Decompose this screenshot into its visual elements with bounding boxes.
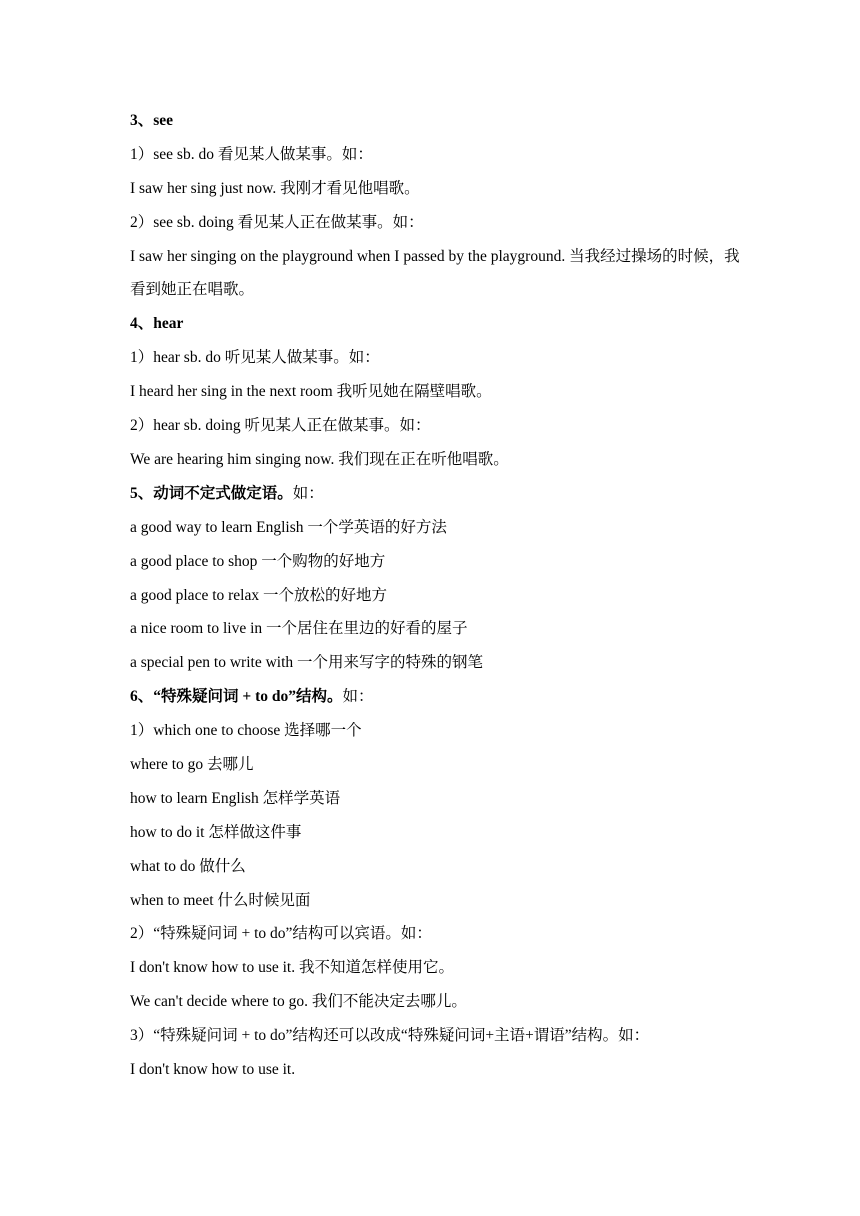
heading-text: 6、“特殊疑问词 + to do”结构。 — [130, 688, 343, 706]
paragraph — [130, 545, 740, 579]
paragraph — [130, 375, 740, 409]
paragraph — [130, 206, 740, 240]
document-body — [130, 104, 740, 1087]
paragraph — [130, 951, 740, 985]
paragraph — [130, 714, 740, 748]
paragraph-text: a good place to relax 一个放松的好地方 — [130, 586, 387, 604]
paragraph — [130, 579, 740, 613]
heading-infinitive-attributive — [130, 477, 740, 511]
paragraph-text: what to do 做什么 — [130, 857, 246, 875]
heading-hear — [130, 307, 740, 341]
paragraph — [130, 1019, 740, 1053]
paragraph-text: I don't know how to use it. 我不知道怎样使用它。 — [130, 959, 454, 977]
heading-text: 3、see — [130, 112, 174, 129]
heading-text: 5、动词不定式做定语。 — [130, 484, 293, 502]
paragraph-text: 1）see sb. do 看见某人做某事。如： — [130, 145, 373, 163]
paragraph — [130, 646, 740, 680]
paragraph-text: 1）hear sb. do 听见某人做某事。如： — [130, 349, 380, 367]
paragraph — [130, 816, 740, 850]
paragraph-text: 2）“特殊疑问词 + to do”结构可以宾语。如： — [130, 925, 432, 943]
paragraph — [130, 985, 740, 1019]
paragraph-text: We can't decide where to go. 我们不能决定去哪儿。 — [130, 993, 467, 1011]
paragraph-text: 2）hear sb. doing 听见某人正在做某事。如： — [130, 417, 431, 435]
paragraph-text: where to go 去哪儿 — [130, 755, 254, 773]
paragraph-text: 2）see sb. doing 看见某人正在做某事。如： — [130, 213, 424, 231]
paragraph-text: I don't know how to use it. — [130, 1060, 296, 1078]
paragraph — [130, 1053, 740, 1087]
paragraph-text: 3）“特殊疑问词 + to do”结构还可以改成“特殊疑问词+主语+谓语”结构。如： — [130, 1027, 650, 1045]
paragraph — [130, 240, 740, 308]
paragraph — [130, 782, 740, 816]
paragraph — [130, 172, 740, 206]
paragraph — [130, 612, 740, 646]
heading-suffix: 如： — [342, 688, 374, 706]
paragraph — [130, 917, 740, 951]
paragraph-text: I saw her sing just now. 我刚才看见他唱歌。 — [130, 179, 420, 197]
paragraph-text: a good place to shop 一个购物的好地方 — [130, 552, 386, 570]
paragraph-text: a nice room to live in 一个居住在里边的好看的屋子 — [130, 620, 468, 638]
heading-wh-to-do — [130, 680, 740, 714]
paragraph — [130, 850, 740, 884]
paragraph — [130, 341, 740, 375]
paragraph-text: how to do it 怎样做这件事 — [130, 823, 302, 841]
heading-see — [130, 104, 740, 138]
paragraph — [130, 409, 740, 443]
heading-suffix: 如： — [292, 484, 324, 502]
paragraph — [130, 511, 740, 545]
paragraph-text: a good way to learn English 一个学英语的好方法 — [130, 518, 447, 536]
paragraph-text: I saw her singing on the playground when I passed by the playground. 当我经过操场的时候，我看到她正在唱歌。 — [130, 247, 740, 299]
paragraph-text: how to learn English 怎样学英语 — [130, 789, 341, 807]
paragraph — [130, 884, 740, 918]
paragraph-text: We are hearing him singing now. 我们现在正在听他唱歌。 — [130, 450, 509, 468]
paragraph-text: I heard her sing in the next room 我听见她在隔壁唱歌。 — [130, 383, 492, 401]
paragraph-text: a special pen to write with 一个用来写字的特殊的钢笔 — [130, 654, 484, 672]
heading-text: 4、hear — [130, 315, 184, 333]
paragraph-text: 1）which one to choose 选择哪一个 — [130, 722, 362, 740]
paragraph — [130, 443, 740, 477]
paragraph — [130, 748, 740, 782]
paragraph — [130, 138, 740, 172]
paragraph-text: when to meet 什么时候见面 — [130, 891, 311, 909]
